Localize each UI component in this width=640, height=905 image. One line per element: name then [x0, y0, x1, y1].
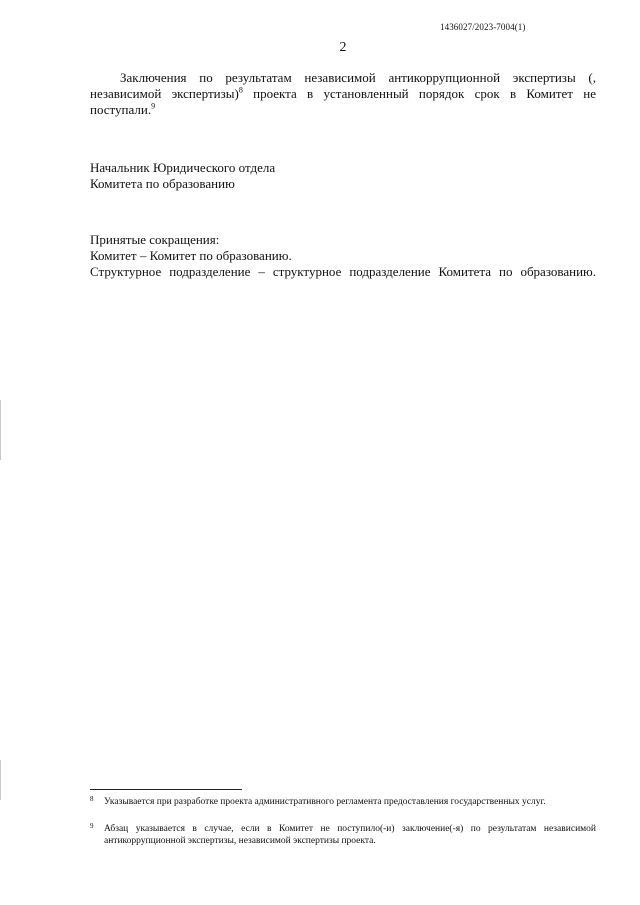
- paragraph-text-continued: проекта в установленный порядок срок в Комитет не поступали.: [90, 86, 597, 117]
- document-id: 1436027/2023-7004(1): [440, 22, 526, 32]
- page-number: 2: [339, 40, 347, 55]
- signature-block: [90, 160, 275, 192]
- abbreviation-item: Структурное подразделение – структурное подразделение Комитета по образованию.: [90, 264, 596, 279]
- scan-edge-mark: [0, 400, 1, 460]
- body-paragraph: [90, 70, 596, 118]
- abbreviations-heading: Принятые сокращения:: [90, 232, 220, 247]
- footnote: [90, 823, 596, 847]
- footnote-ref-9: 9: [151, 101, 156, 111]
- footnote-number: 8: [90, 795, 94, 803]
- scan-edge-mark: [0, 760, 1, 800]
- signature-position-line: Начальник Юридического отдела: [90, 160, 276, 175]
- footnote-separator: [90, 789, 242, 790]
- abbreviations-section: [90, 232, 596, 280]
- footnote-text: Абзац указывается в случае, если в Комитет не поступило(-и) заключение(-я) по результатам независимой антикоррупционной экспертизы, независимой экспертизы проекта.: [104, 824, 596, 846]
- paragraph-text: Заключения по результатам независимой антикоррупционной экспертизы (, независимой экспертизы): [90, 70, 596, 101]
- abbreviation-item: Комитет – Комитет по образованию.: [90, 248, 292, 263]
- footnote-number: 9: [90, 822, 94, 830]
- footnote-ref-8: 8: [238, 85, 243, 95]
- footnote: [90, 796, 596, 808]
- signature-organization-line: Комитета по образованию: [90, 176, 235, 191]
- footnote-text: Указывается при разработке проекта административного регламента предоставления государственных услуг.: [104, 797, 546, 807]
